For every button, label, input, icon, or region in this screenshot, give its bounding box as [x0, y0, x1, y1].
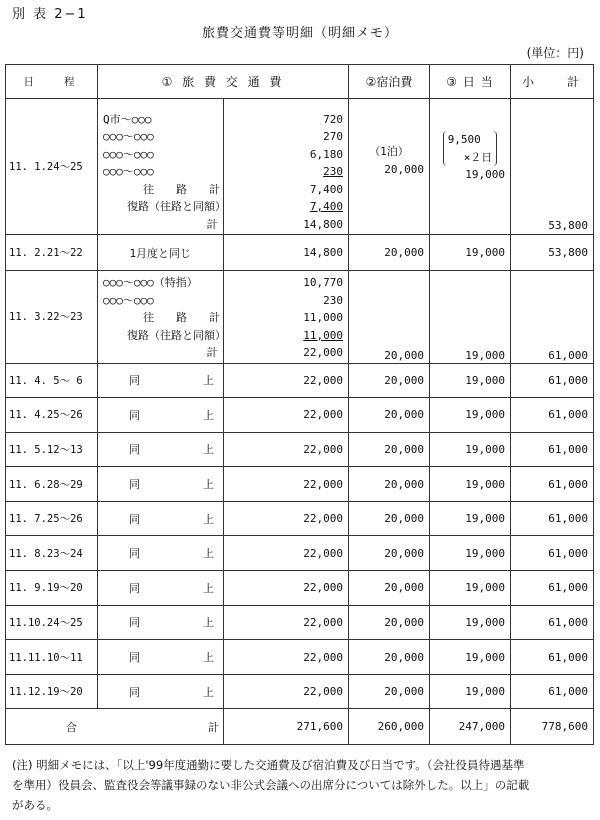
lodging-cell: 20,000: [349, 363, 430, 398]
travel-amount-cell: 14,800: [223, 235, 349, 271]
footnote-line: (注) 明細メモには、「以上'99年度通勤に要した交通費及び宿泊費及び日当です。（会社役員待遇基準: [12, 758, 525, 772]
daily-cell: 19,000: [430, 640, 511, 675]
daily-cell: 19,000: [430, 363, 511, 398]
route-amount: 10,770: [303, 276, 343, 289]
travel-desc-cell: [98, 605, 240, 640]
route-amount: 720: [323, 112, 343, 126]
same-as-above-label: 同 上: [129, 408, 240, 422]
route-amount: 230: [323, 165, 343, 178]
total-label: 計: [206, 217, 218, 231]
outbound-amount: 7,400: [309, 182, 343, 196]
travel-total-amount: 22,000: [303, 346, 343, 359]
outbound-label: 往 路 計: [143, 182, 220, 196]
lodging-cell: [349, 99, 430, 235]
travel-desc-cell: [98, 467, 240, 502]
daily-cell: 19,000: [430, 398, 511, 433]
same-as-above-label: 同 上: [129, 581, 240, 595]
travel-amount-cell: 22,000: [223, 605, 349, 640]
travel-amount-cell: 22,000: [223, 432, 349, 467]
travel-total-amount: 14,800: [303, 217, 343, 231]
return-amount: 7,400: [309, 200, 343, 213]
table-row: [6, 536, 594, 571]
travel-desc-cell: [98, 398, 240, 433]
lodging-cell: 20,000: [349, 467, 430, 502]
same-as-above-label: 同 上: [129, 651, 240, 665]
lodging-amount: 20,000: [384, 162, 424, 176]
route-label: ○○○〜○○○: [103, 147, 154, 161]
same-as-above-label: 同 上: [129, 374, 240, 388]
daily-cell: 19,000: [430, 571, 511, 606]
daily-cell: [430, 99, 511, 235]
table-row: [6, 467, 594, 502]
lodging-cell: 20,000: [349, 398, 430, 433]
daily-amount: 19,000: [465, 168, 505, 181]
same-as-above-label: 同 上: [129, 616, 240, 630]
page-label: 別 表 2−1: [12, 7, 88, 22]
header-subtotal: 小 計: [511, 65, 594, 99]
route-label: ○○○〜○○○: [103, 130, 154, 143]
total-daily: 247,000: [430, 709, 511, 745]
subtotal-cell: 61,000: [511, 605, 594, 640]
footnote-line: がある。: [12, 798, 58, 812]
same-as-above-label: 同 上: [129, 685, 240, 699]
daily-multiplier: ×２日: [463, 150, 493, 164]
table-row: [6, 640, 594, 675]
daily-calc-bracket: [443, 131, 498, 166]
route-amount: 230: [323, 293, 343, 307]
travel-desc-cell: [98, 640, 240, 675]
route-label: Q市〜○○○: [103, 112, 152, 126]
date-cell: 11. 8.23〜24: [6, 536, 98, 571]
date-cell: 11. 7.25〜26: [6, 501, 98, 536]
return-label: 復路（往路と同額）: [127, 200, 226, 213]
outbound-amount: 11,000: [303, 311, 343, 324]
table-row: [6, 363, 594, 398]
lodging-cell: 20,000: [349, 501, 430, 536]
subtotal-cell: 61,000: [511, 674, 594, 709]
route-label: ○○○〜○○○: [103, 165, 154, 178]
travel-amount-cell: 22,000: [223, 398, 349, 433]
travel-expense-table: [5, 64, 594, 745]
unit-label: (単位：円): [526, 46, 584, 60]
daily-cell: 19,000: [430, 467, 511, 502]
travel-amount-cell: 22,000: [223, 363, 349, 398]
subtotal-cell: 61,000: [511, 467, 594, 502]
lodging-cell: 20,000: [349, 271, 430, 364]
document-title: 旅費交通費等明細（明細メモ）: [201, 26, 398, 41]
route-amount: 270: [323, 130, 343, 143]
subtotal-cell: 53,800: [511, 99, 594, 235]
travel-desc-cell: [98, 99, 224, 235]
travel-desc-cell: 1月度と同じ: [98, 235, 224, 271]
daily-cell: 19,000: [430, 271, 511, 364]
lodging-cell: 20,000: [349, 674, 430, 709]
daily-cell: 19,000: [430, 605, 511, 640]
same-as-above-label: 同 上: [129, 443, 240, 457]
subtotal-cell: 61,000: [511, 363, 594, 398]
table-row-block1: [6, 99, 594, 235]
header-travel: ① 旅 費 交 通 費: [98, 65, 349, 99]
travel-desc-cell: [98, 271, 224, 364]
date-cell: 11.11.10〜11: [6, 640, 98, 675]
subtotal-cell: 61,000: [511, 640, 594, 675]
same-as-above-label: 同 上: [129, 478, 240, 492]
table-row: [6, 501, 594, 536]
travel-desc-cell: [98, 501, 240, 536]
subtotal-cell: 61,000: [511, 571, 594, 606]
date-cell: 11. 2.21〜22: [6, 235, 98, 271]
lodging-cell: 20,000: [349, 605, 430, 640]
travel-amount-cell: 22,000: [223, 467, 349, 502]
header-date: 日 程: [6, 65, 98, 99]
travel-amount-cell: 22,000: [223, 501, 349, 536]
date-cell: 11. 9.19〜20: [6, 571, 98, 606]
travel-amount-cell: [223, 99, 349, 235]
date-cell: 11. 6.28〜29: [6, 467, 98, 502]
lodging-cell: 20,000: [349, 235, 430, 271]
table-row: [6, 605, 594, 640]
lodging-cell: 20,000: [349, 536, 430, 571]
daily-cell: 19,000: [430, 432, 511, 467]
header-daily: ③ 日 当: [430, 65, 511, 99]
lodging-note: （1泊）: [369, 145, 409, 158]
lodging-cell: 20,000: [349, 571, 430, 606]
travel-amount-cell: 22,000: [223, 640, 349, 675]
travel-desc-cell: [98, 536, 240, 571]
daily-cell: 19,000: [430, 235, 511, 271]
travel-desc-cell: [98, 674, 240, 709]
date-cell: 11. 5.12〜13: [6, 432, 98, 467]
table-row-block3: [6, 271, 594, 364]
travel-amount-cell: 22,000: [223, 571, 349, 606]
table-row: [6, 571, 594, 606]
date-cell: 11. 4.25〜26: [6, 398, 98, 433]
daily-cell: 19,000: [430, 536, 511, 571]
footnote: [12, 755, 590, 815]
date-cell: 11.12.19〜20: [6, 674, 98, 709]
return-amount: 11,000: [303, 328, 343, 342]
total-subtotal: 778,600: [511, 709, 594, 745]
subtotal-cell: 61,000: [511, 432, 594, 467]
total-travel: 271,600: [223, 709, 349, 745]
header-lodging: ②宿泊費: [349, 65, 430, 99]
date-cell: 11.10.24〜25: [6, 605, 98, 640]
daily-cell: 19,000: [430, 501, 511, 536]
date-cell: 11. 3.22〜23: [6, 271, 98, 364]
outbound-label: 往 路 計: [143, 311, 220, 324]
return-label: 復路（往路と同額）: [127, 328, 226, 342]
travel-amount-cell: 22,000: [223, 536, 349, 571]
daily-rate: 9,500: [447, 133, 481, 146]
header-row: [6, 65, 594, 99]
total-label: 合 計: [6, 709, 224, 745]
same-as-above-label: 同 上: [129, 512, 240, 526]
same-as-above-label: 同 上: [129, 547, 240, 561]
route-label: ○○○〜○○○: [103, 293, 154, 307]
subtotal-cell: 61,000: [511, 536, 594, 571]
total-lodging: 260,000: [349, 709, 430, 745]
table-row: [6, 432, 594, 467]
total-label: 計: [206, 346, 218, 359]
lodging-cell: 20,000: [349, 432, 430, 467]
travel-amount-cell: 22,000: [223, 674, 349, 709]
route-amount: 6,180: [309, 147, 343, 161]
subtotal-cell: 61,000: [511, 398, 594, 433]
footnote-line: を準用）役員会、監査役会等議事録のない非公式会議への出席分については除外した。以上」の記載: [12, 778, 530, 792]
table-row: [6, 674, 594, 709]
date-cell: 11. 4. 5〜 6: [6, 363, 98, 398]
subtotal-cell: 53,800: [511, 235, 594, 271]
table-row-block2: [6, 235, 594, 271]
subtotal-cell: 61,000: [511, 501, 594, 536]
daily-cell: 19,000: [430, 674, 511, 709]
travel-desc-cell: [98, 432, 240, 467]
route-label: ○○○〜○○○（特指）: [103, 276, 198, 289]
subtotal-cell: 61,000: [511, 271, 594, 364]
total-row: [6, 709, 594, 745]
lodging-cell: 20,000: [349, 640, 430, 675]
date-cell: 11. 1.24〜25: [6, 99, 98, 235]
table-row: [6, 398, 594, 433]
travel-desc-cell: [98, 363, 240, 398]
travel-amount-cell: [223, 271, 349, 364]
travel-desc-cell: [98, 571, 240, 606]
